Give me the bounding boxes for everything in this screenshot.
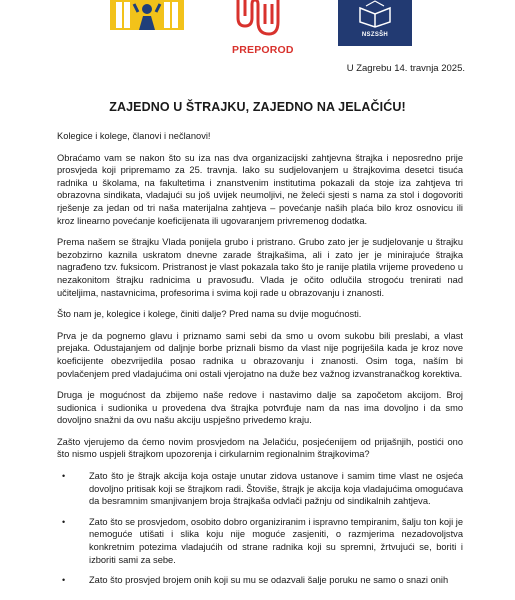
letter-title: ZAJEDNO U ŠTRAJKU, ZAJEDNO NA JELAČIĆU! [109,100,406,114]
logos-header [0,0,515,60]
paragraph: Druga je mogućnost da zbijemo naše redove i nastavimo dalje sa započetom akcijom. Broj sudionica i sudionika u provedena dva štrajka potvrđuje nam da nas ima dovoljno i da smo dovoljno snažni da ovu našu akciju uspješno privedemo kraju. [57,390,463,426]
letter-date: U Zagrebu 14. travnja 2025. [346,63,465,74]
letter-body [57,130,463,595]
greeting: Kolegice i kolege, članovi i nečlanovi! [57,131,211,141]
bullet-icon: • [62,516,66,527]
list-item-text: Zato što prosvjed brojem onih koji su mu se odazvali šalje poruku ne samo o snazi onih [89,575,449,586]
paragraph: Prema našem se štrajku Vlada ponijela grubo i pristrano. Grubo zato jer je sudjelovanje u štrajku bezobzirno kaznila uskratom dnevne zarade štrajkašima, ali i zato jer je minirajuće štrajka nagrađeno tzv. fuksicom. Pristranost je vlast pokazala tako što je ranije platila vrijeme provedeno u nezakonitom štrajku radnicima u pravosuđu. Vlada je očito odlučila strogoću trenirati nad učiteljima, nastavnicima, profesorima i svima koji rade u obrazovanju i znanosti. [57,237,463,298]
list-item [57,574,463,587]
nszssh-logo-text: NSZSŠH [361,32,389,38]
bullet-list [57,470,463,587]
paragraph: Prva je da pognemo glavu i priznamo sami sebi da smo u ovom sukobu bili preslabi, a vlast prejaka. Odustajanjem od daljnje borbe priznali bismo da vlast nije pogriješila kada je kroz nove koeficijente obezvrijedila posao radnika u obrazovanju i znanosti. Osim toga, naším bi povlačenjem pred vladajućima oni ostali vjerojatno na duže bez važnog izvanstranačkog korektiva. [57,330,463,379]
paragraph: Zašto vjerujemo da ćemo novim prosvjedom na Jelačiću, posjećenijem od prijašnjih, postići ono što nismo uspjeli štrajkom upozorenja i cirkularnim regionalnim štrajkovima? [57,436,463,460]
list-item-text: Zato što je štrajk akcija koja ostaje unutar zidova ustanove i samim time vlast ne osjeća dovoljno pritisak koji se štrajkom radi. Štoviše, štrajk je akcija koja vladajućima omogućava da besramnim smanjivanjem broja štrajkaša odvlači pažnju od sindikalnih zahtjeva. [89,471,463,507]
preporod-mark-icon [232,0,284,42]
paragraph: Što nam je, kolegice i kolege, činiti dalje? Pred nama su dvije mogućnosti. [57,309,362,320]
list-item [57,516,463,566]
preporod-logo-text: PREPOROD [232,44,294,56]
list-item [57,470,463,508]
preporod-logo [232,0,294,60]
list-item-text: Zato što se prosvjedom, osobito dobro organiziranim i ispravno tempiranim, šalju ton koji je nemoguće utišati i slika koju nije moguće zasjeniti, o razmjerima nezadovoljstva konkretnim potezima vladajućih od strane radnika koji su spremni, žrtvujući se, boriti i izboriti sami za sebe. [89,516,463,565]
paragraph: Obraćamo vam se nakon što su iza nas dva organizacijski zahtjevna štrajka i neposredno prije prosvjeda koji pripremamo za 25. travnja. Iako su sudjelovanjem u štrajkovima desetci tisuća radnika u školama, na fakultetima i znanstvenim institutima pokazali da stoje iza zahtjeva tri obrazovna sindikata, vladajući su još uvijek neumoljivi, ne želeći sjesti s nama za stol i dogovoriti rješenje za jedan od tri naša materijalna zahtjeva – povećanje naših plaća bilo kroz osnovicu ili kroz linearno povećanje koeficijenata ili ugovaranjem privremenog dodatka. [57,152,463,226]
columns-logo-icon [110,0,184,40]
bullet-icon: • [62,471,66,482]
nszssh-logo [338,0,412,46]
bullet-icon: • [62,575,66,586]
book-emblem-icon [338,0,412,30]
union-logo-left [110,0,184,40]
